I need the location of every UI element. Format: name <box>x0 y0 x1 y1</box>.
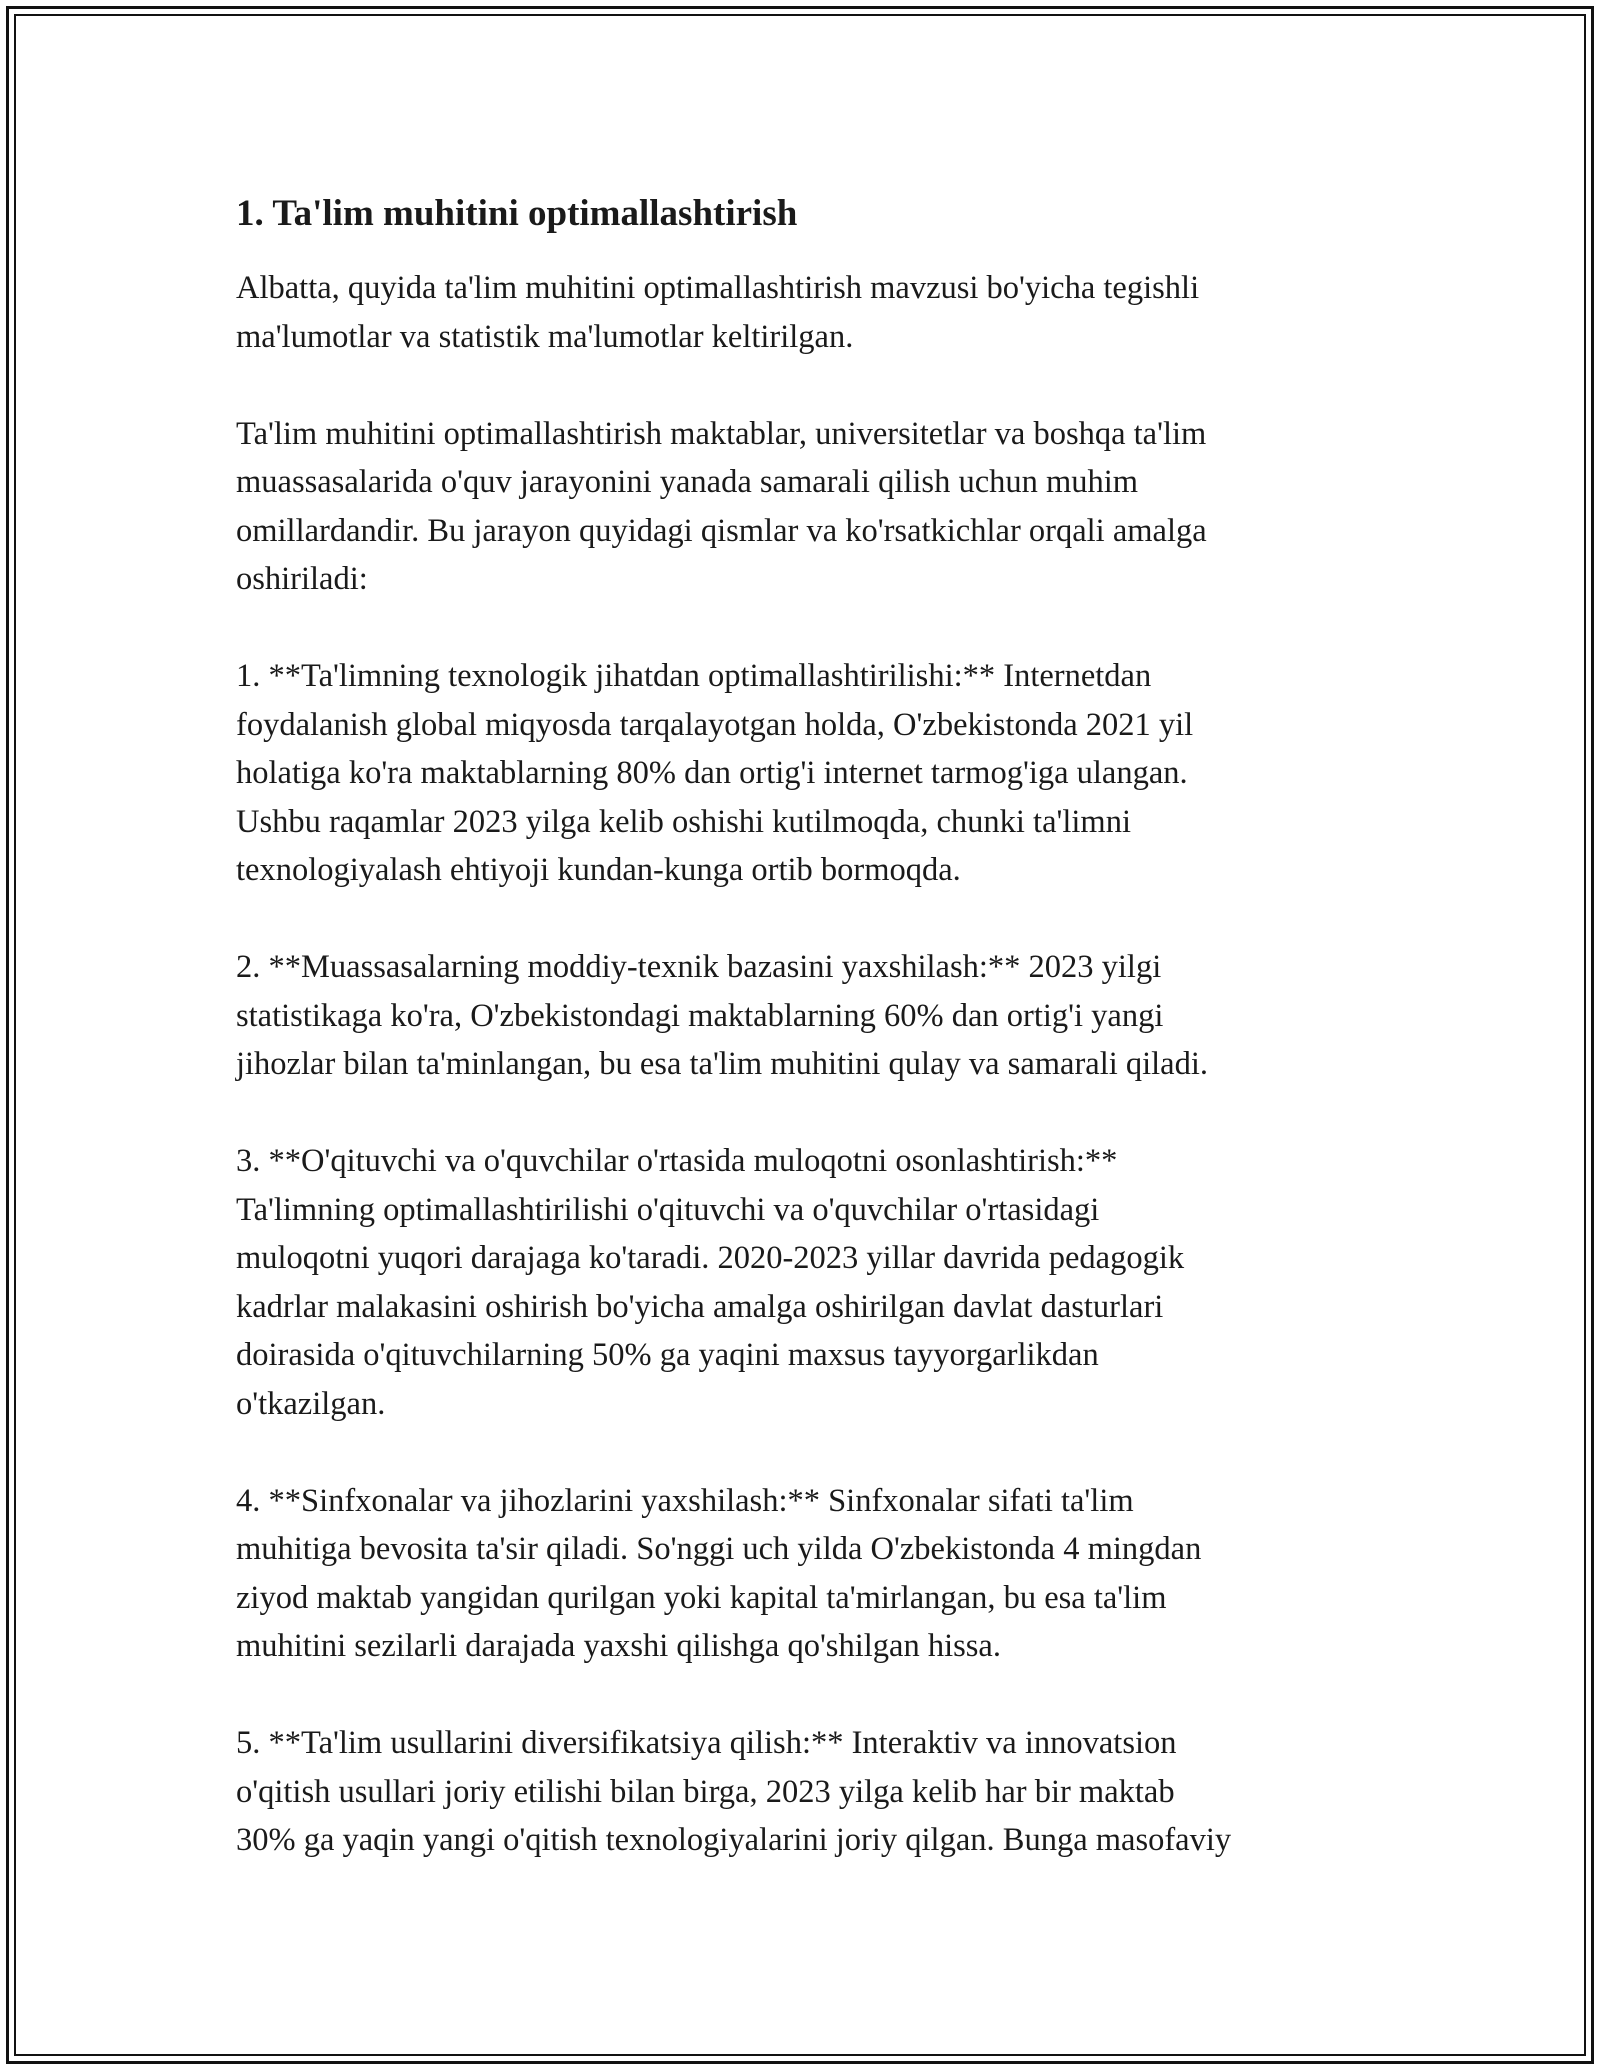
intro-paragraph: Albatta, quyida ta'lim muhitini optimallashtirish mavzusi bo'yicha tegishli ma'lumotlar va statistik ma'lumotlar keltirilgan. <box>236 270 1200 355</box>
point-4-paragraph: 4. **Sinfxonalar va jihozlarini yaxshilash:** Sinfxonalar sifati ta'lim muhitiga bevosita ta'sir qiladi. So'nggi uch yilda O'zbekistonda 4 mingdan ziyod maktab yangidan qurilgan yoki kapital ta'mirlangan, bu esa ta'lim muhitini sezilarli darajada yaxshi qilishga qo'shilgan hissa. <box>236 1482 1202 1664</box>
document-page <box>236 186 1376 1913</box>
point-2-paragraph: 2. **Muassasalarning moddiy-texnik bazasini yaxshilash:** 2023 yilgi statistikaga ko'ra, O'zbekistondagi maktablarning 60% dan ortig'i yangi jihozlar bilan ta'minlangan, bu esa ta'lim muhitini qulay va samarali qiladi. <box>236 949 1209 1082</box>
section-title: 1. Ta'lim muhitini optimallashtirish <box>236 193 798 234</box>
overview-paragraph: Ta'lim muhitini optimallashtirish maktablar, universitetlar va boshqa ta'lim muassasalarida o'quv jarayonini yanada samarali qilish uchun muhim omillardandir. Bu jarayon quyidagi qismlar va ko'rsatkichlar orqali amalga oshiriladi: <box>236 415 1207 597</box>
point-3-paragraph: 3. **O'qituvchi va o'quvchilar o'rtasida muloqotni osonlashtirish:** Ta'limning optimallashtirilishi o'qituvchi va o'quvchilar o'rtasidagi muloqotni yuqori darajaga ko'taradi. 2020-2023 yillar davrida pedagogik kadrlar malakasini oshirish bo'yicha amalga oshirilgan davlat dasturlari doirasida o'qituvchilarning 50% ga yaqini maxsus tayyorgarlikdan o'tkazilgan. <box>236 1143 1185 1422</box>
point-1-paragraph: 1. **Ta'limning texnologik jihatdan optimallashtirilishi:** Internetdan foydalanish global miqyosda tarqalayotgan holda, O'zbekistonda 2021 yil holatiga ko'ra maktablarning 80% dan ortig'i internet tarmog'iga ulangan. Ushbu raqamlar 2023 yilga kelib oshishi kutilmoqda, chunki ta'limni texnologiyalash ehtiyoji kundan-kunga ortib bormoqda. <box>236 658 1194 888</box>
point-5-paragraph: 5. **Ta'lim usullarini diversifikatsiya qilish:** Interaktiv va innovatsion o'qitish usullari joriy etilishi bilan birga, 2023 yilga kelib har bir maktab 30% ga yaqin yangi o'qitish texnologiyalarini joriy qilgan. Bunga masofaviy <box>236 1725 1232 1858</box>
